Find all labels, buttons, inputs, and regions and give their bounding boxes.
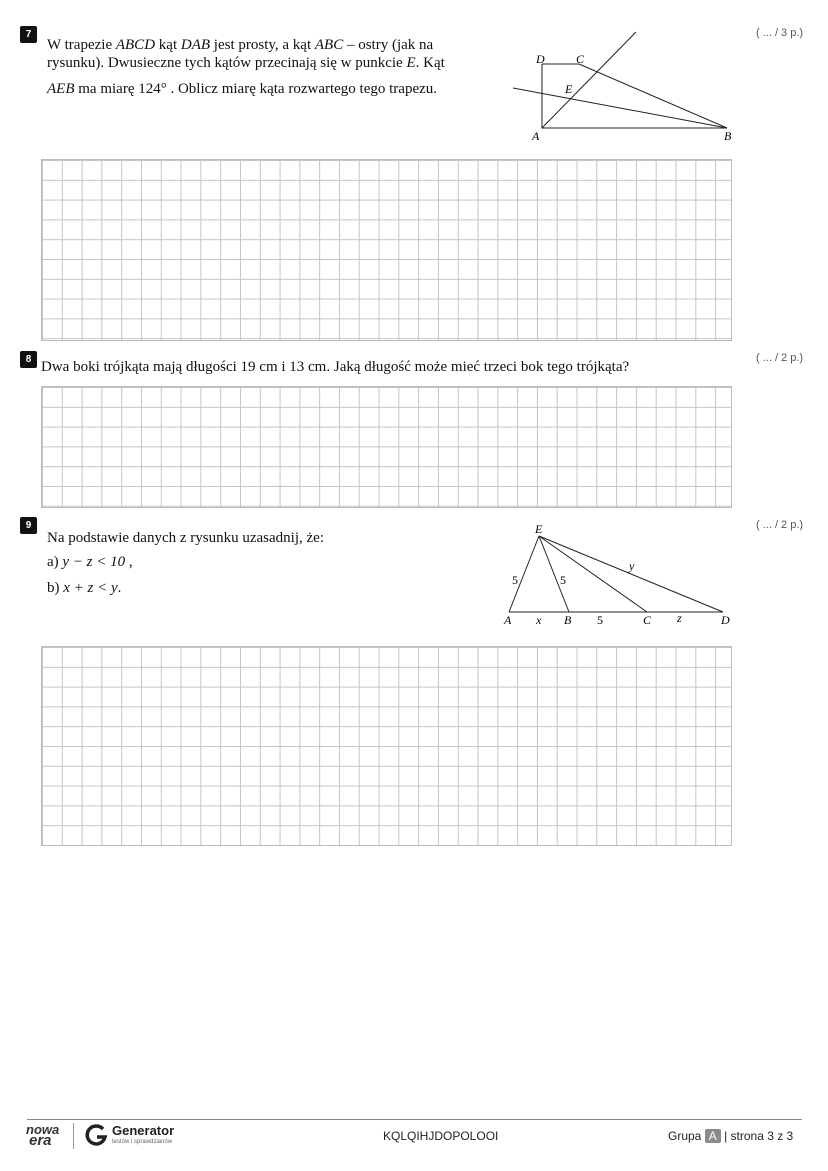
- question-8-points: ( ... / 2 p.): [756, 352, 804, 364]
- group-page-info: Grupa A | strona 3 z 3: [668, 1129, 794, 1143]
- segment-bc-length: 5: [597, 613, 603, 627]
- label-e: E: [535, 522, 543, 536]
- label-d: D: [536, 52, 545, 66]
- question-8-text: Dwa boki trójkąta mają długości 19 cm i 13 cm. Jaką długość może mieć trzeci bok tego trójkąta?: [41, 359, 630, 375]
- question-9-part-a: a) y − z < 10 ,: [47, 554, 133, 570]
- label-c: C: [576, 52, 585, 66]
- answer-grid-8[interactable]: [41, 386, 732, 508]
- label-a: A: [532, 129, 540, 143]
- test-code: KQLQIHJDOPOLOOI: [383, 1129, 499, 1143]
- logo-separator: [73, 1123, 74, 1149]
- label-a: A: [504, 613, 512, 627]
- generator-logo-icon: [84, 1124, 108, 1148]
- trapezoid-figure: [505, 28, 750, 146]
- side-ae-length: 5: [512, 573, 518, 587]
- question-7-text: [47, 34, 487, 100]
- question-9-number: 9: [20, 517, 37, 534]
- question-9-text: [47, 527, 447, 599]
- label-c: C: [643, 613, 652, 627]
- question-7-line-2: rysunku). Dwusieczne tych kątów przecinają się w punkcie E. Kąt: [47, 55, 445, 71]
- question-7-points: ( ... / 3 p.): [756, 27, 804, 39]
- group-badge: A: [705, 1129, 721, 1143]
- label-e: E: [565, 82, 573, 96]
- question-9-intro: Na podstawie danych z rysunku uzasadnij, że:: [47, 530, 324, 546]
- label-b: B: [564, 613, 572, 627]
- question-7-number: 7: [20, 26, 37, 43]
- label-b: B: [724, 129, 732, 143]
- segment-z: z: [677, 611, 682, 625]
- question-8-number: 8: [20, 351, 37, 368]
- side-be-length: 5: [560, 573, 566, 587]
- question-9-part-b: b) x + z < y.: [47, 580, 122, 596]
- segment-x: x: [536, 613, 542, 627]
- label-d: D: [721, 613, 730, 627]
- answer-grid-7[interactable]: [41, 159, 732, 341]
- nowa-era-logo: nowa era: [26, 1122, 60, 1149]
- question-9-points: ( ... / 2 p.): [756, 519, 804, 531]
- question-7-line-1: W trapezie ABCD kąt DAB jest prosty, a kąt ABC – ostry (jak na: [47, 37, 434, 53]
- answer-grid-9[interactable]: [41, 646, 732, 846]
- generator-logo-text: Generator testów i sprawdzianów: [112, 1123, 175, 1145]
- triangle-figure: [495, 518, 745, 630]
- footer-divider: [27, 1119, 802, 1120]
- question-7-line-3: AEB ma miarę 124° . Oblicz miarę kąta rozwartego tego trapezu.: [47, 81, 438, 97]
- segment-y: y: [629, 559, 635, 573]
